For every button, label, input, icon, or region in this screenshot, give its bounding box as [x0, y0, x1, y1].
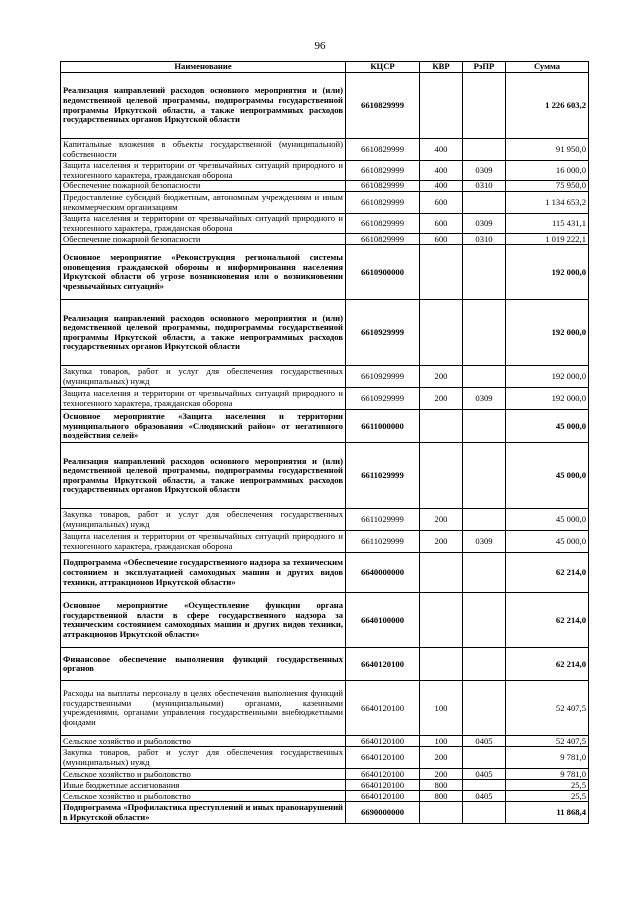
cell-rzpr — [463, 192, 506, 214]
cell-kvr: 200 — [420, 747, 463, 769]
cell-rzpr: 0309 — [463, 388, 506, 410]
cell-kvr — [420, 410, 463, 443]
table-row — [61, 736, 589, 747]
cell-sum: 45 000,0 — [506, 443, 589, 509]
cell-kvr: 400 — [420, 161, 463, 181]
table-row — [61, 791, 589, 802]
cell-name: Сельское хозяйство и рыболовство — [61, 791, 346, 802]
cell-sum: 9 781,0 — [506, 769, 589, 780]
cell-kcsr: 6610829999 — [346, 192, 420, 214]
cell-rzpr — [463, 780, 506, 791]
cell-name: Закупка товаров, работ и услуг для обеспечения государственных (муниципальных) нужд — [61, 366, 346, 388]
cell-name: Расходы на выплаты персоналу в целях обеспечения выполнения функций государственными (муниципальными) органами, казенными учреждениями, органами управления государственными внебюджетными фондами — [61, 681, 346, 736]
cell-kvr — [420, 593, 463, 648]
cell-kvr: 600 — [420, 192, 463, 214]
table-row — [61, 553, 589, 593]
cell-sum: 62 214,0 — [506, 648, 589, 681]
cell-name: Закупка товаров, работ и услуг для обеспечения государственных (муниципальных) нужд — [61, 509, 346, 531]
cell-name: Иные бюджетные ассигнования — [61, 780, 346, 791]
cell-kcsr: 6610829999 — [346, 139, 420, 161]
cell-kvr: 200 — [420, 769, 463, 780]
cell-name: Защита населения и территории от чрезвычайных ситуаций природного и техногенного характера, гражданская оборона — [61, 388, 346, 410]
header-name: Наименование — [61, 62, 346, 73]
cell-sum: 115 431,1 — [506, 214, 589, 234]
cell-kcsr: 6610829999 — [346, 234, 420, 245]
cell-kvr: 800 — [420, 780, 463, 791]
cell-rzpr — [463, 73, 506, 139]
cell-sum: 62 214,0 — [506, 593, 589, 648]
cell-sum: 52 407,5 — [506, 736, 589, 747]
cell-kvr: 800 — [420, 791, 463, 802]
cell-rzpr — [463, 648, 506, 681]
cell-name: Защита населения и территории от чрезвычайных ситуаций природного и техногенного характера, гражданская оборона — [61, 214, 346, 234]
cell-kvr — [420, 245, 463, 300]
cell-kcsr: 6610829999 — [346, 181, 420, 192]
cell-kcsr: 6640120100 — [346, 736, 420, 747]
cell-name: Реализация направлений расходов основного мероприятия и (или) ведомственной целевой программы, подпрограммы государственной программы Иркутской области, а также непрограммных расходов государственных органов Иркутской области — [61, 73, 346, 139]
cell-sum: 9 781,0 — [506, 747, 589, 769]
cell-kcsr: 6610929999 — [346, 300, 420, 366]
cell-rzpr: 0309 — [463, 531, 506, 553]
cell-sum: 45 000,0 — [506, 531, 589, 553]
cell-rzpr: 0405 — [463, 736, 506, 747]
cell-rzpr — [463, 245, 506, 300]
cell-kvr — [420, 648, 463, 681]
cell-kvr: 100 — [420, 681, 463, 736]
table-row — [61, 139, 589, 161]
cell-sum: 75 950,0 — [506, 181, 589, 192]
table-row — [61, 780, 589, 791]
cell-rzpr — [463, 747, 506, 769]
cell-sum: 192 000,0 — [506, 366, 589, 388]
cell-sum: 25,5 — [506, 791, 589, 802]
table-body — [61, 73, 589, 824]
cell-sum: 192 000,0 — [506, 245, 589, 300]
cell-name: Обеспечение пожарной безопасности — [61, 234, 346, 245]
table-row — [61, 73, 589, 139]
cell-rzpr: 0310 — [463, 234, 506, 245]
cell-kvr: 400 — [420, 139, 463, 161]
cell-name: Основное мероприятие «Реконструкция региональной системы оповещения гражданской обороны и информирования населения Иркутской области об угрозе возникновения или о возникновении чрезвычайных ситуаций» — [61, 245, 346, 300]
cell-name: Обеспечение пожарной безопасности — [61, 181, 346, 192]
table-row — [61, 388, 589, 410]
table-row — [61, 531, 589, 553]
cell-name: Защита населения и территории от чрезвычайных ситуаций природного и техногенного характера, гражданская оборона — [61, 161, 346, 181]
cell-kcsr: 6610829999 — [346, 73, 420, 139]
cell-sum: 192 000,0 — [506, 388, 589, 410]
table-header-row — [61, 62, 589, 73]
table-row — [61, 593, 589, 648]
cell-sum: 1 134 653,2 — [506, 192, 589, 214]
cell-kcsr: 6640100000 — [346, 593, 420, 648]
cell-name: Основное мероприятие «Защита населения и территории муниципального образования «Слюдянский район» от негативного воздействия селей» — [61, 410, 346, 443]
table-row — [61, 509, 589, 531]
cell-name: Предоставление субсидий бюджетным, автономным учреждениям и иным некоммерческим организациям — [61, 192, 346, 214]
cell-kcsr: 6611029999 — [346, 531, 420, 553]
table-row — [61, 443, 589, 509]
cell-kvr — [420, 300, 463, 366]
cell-rzpr — [463, 366, 506, 388]
cell-sum: 11 868,4 — [506, 802, 589, 824]
cell-rzpr: 0405 — [463, 769, 506, 780]
cell-kcsr: 6640120100 — [346, 648, 420, 681]
cell-name: Подпрограмма «Обеспечение государственного надзора за техническим состоянием и эксплуатацией самоходных машин и других видов техники, аттракционов Иркутской области» — [61, 553, 346, 593]
cell-rzpr: 0310 — [463, 181, 506, 192]
cell-sum: 45 000,0 — [506, 410, 589, 443]
cell-name: Основное мероприятие «Осуществление функции органа государственной власти в сфере государственного надзора за техническим состоянием самоходных машин и других видов техники, аттракционов Иркутской области» — [61, 593, 346, 648]
header-kcsr: КЦСР — [346, 62, 420, 73]
header-sum: Сумма — [506, 62, 589, 73]
table-row — [61, 681, 589, 736]
cell-rzpr — [463, 443, 506, 509]
cell-kcsr: 6610929999 — [346, 366, 420, 388]
table-row — [61, 802, 589, 824]
cell-kvr — [420, 443, 463, 509]
cell-kvr: 600 — [420, 234, 463, 245]
table-row — [61, 769, 589, 780]
cell-kvr — [420, 802, 463, 824]
cell-kvr: 200 — [420, 509, 463, 531]
cell-name: Защита населения и территории от чрезвычайных ситуаций природного и техногенного характера, гражданская оборона — [61, 531, 346, 553]
cell-kcsr: 6610829999 — [346, 214, 420, 234]
cell-sum: 45 000,0 — [506, 509, 589, 531]
table-row — [61, 410, 589, 443]
cell-kcsr: 6690000000 — [346, 802, 420, 824]
cell-kcsr: 6610900000 — [346, 245, 420, 300]
cell-name: Финансовое обеспечение выполнения функций государственных органов — [61, 648, 346, 681]
cell-kvr: 200 — [420, 366, 463, 388]
table-row — [61, 181, 589, 192]
table-row — [61, 161, 589, 181]
cell-kcsr: 6640120100 — [346, 747, 420, 769]
cell-sum: 192 000,0 — [506, 300, 589, 366]
cell-sum: 25,5 — [506, 780, 589, 791]
budget-table — [60, 61, 589, 824]
table-row — [61, 648, 589, 681]
table-row — [61, 747, 589, 769]
cell-rzpr — [463, 509, 506, 531]
table-row — [61, 366, 589, 388]
header-kvr: КВР — [420, 62, 463, 73]
cell-kcsr: 6640120100 — [346, 769, 420, 780]
cell-name: Подпрограмма «Профилактика преступлений и иных правонарушений в Иркутской области» — [61, 802, 346, 824]
table-row — [61, 300, 589, 366]
cell-name: Закупка товаров, работ и услуг для обеспечения государственных (муниципальных) нужд — [61, 747, 346, 769]
cell-rzpr: 0405 — [463, 791, 506, 802]
cell-sum: 91 950,0 — [506, 139, 589, 161]
cell-kcsr: 6610929999 — [346, 388, 420, 410]
cell-kvr: 400 — [420, 181, 463, 192]
cell-rzpr — [463, 139, 506, 161]
cell-kcsr: 6610829999 — [346, 161, 420, 181]
cell-sum: 1 019 222,1 — [506, 234, 589, 245]
cell-name: Сельское хозяйство и рыболовство — [61, 769, 346, 780]
cell-rzpr — [463, 681, 506, 736]
cell-rzpr: 0309 — [463, 214, 506, 234]
cell-kvr: 200 — [420, 388, 463, 410]
cell-kcsr: 6611029999 — [346, 443, 420, 509]
cell-rzpr — [463, 802, 506, 824]
cell-kcsr: 6611000000 — [346, 410, 420, 443]
cell-name: Реализация направлений расходов основного мероприятия и (или) ведомственной целевой программы, подпрограммы государственной программы Иркутской области, а также непрограммных расходов государственных органов Иркутской области — [61, 300, 346, 366]
cell-sum: 16 000,0 — [506, 161, 589, 181]
cell-rzpr — [463, 553, 506, 593]
cell-rzpr — [463, 593, 506, 648]
table-row — [61, 245, 589, 300]
cell-rzpr: 0309 — [463, 161, 506, 181]
cell-rzpr — [463, 300, 506, 366]
cell-kvr — [420, 73, 463, 139]
cell-sum: 62 214,0 — [506, 553, 589, 593]
table-row — [61, 234, 589, 245]
cell-name: Реализация направлений расходов основного мероприятия и (или) ведомственной целевой программы, подпрограммы государственной программы Иркутской области, а также непрограммных расходов государственных органов Иркутской области — [61, 443, 346, 509]
cell-kcsr: 6640120100 — [346, 681, 420, 736]
cell-kvr — [420, 553, 463, 593]
cell-name: Сельское хозяйство и рыболовство — [61, 736, 346, 747]
header-rzpr: РзПР — [463, 62, 506, 73]
cell-sum: 1 226 603,2 — [506, 73, 589, 139]
cell-rzpr — [463, 410, 506, 443]
cell-sum: 52 407,5 — [506, 681, 589, 736]
cell-kcsr: 6611029999 — [346, 509, 420, 531]
cell-kvr: 200 — [420, 531, 463, 553]
page-number: 96 — [314, 40, 326, 52]
table-row — [61, 192, 589, 214]
table-row — [61, 214, 589, 234]
cell-name: Капитальные вложения в объекты государственной (муниципальной) собственности — [61, 139, 346, 161]
cell-kcsr: 6640000000 — [346, 553, 420, 593]
cell-kvr: 600 — [420, 214, 463, 234]
cell-kcsr: 6640120100 — [346, 780, 420, 791]
cell-kcsr: 6640120100 — [346, 791, 420, 802]
cell-kvr: 100 — [420, 736, 463, 747]
